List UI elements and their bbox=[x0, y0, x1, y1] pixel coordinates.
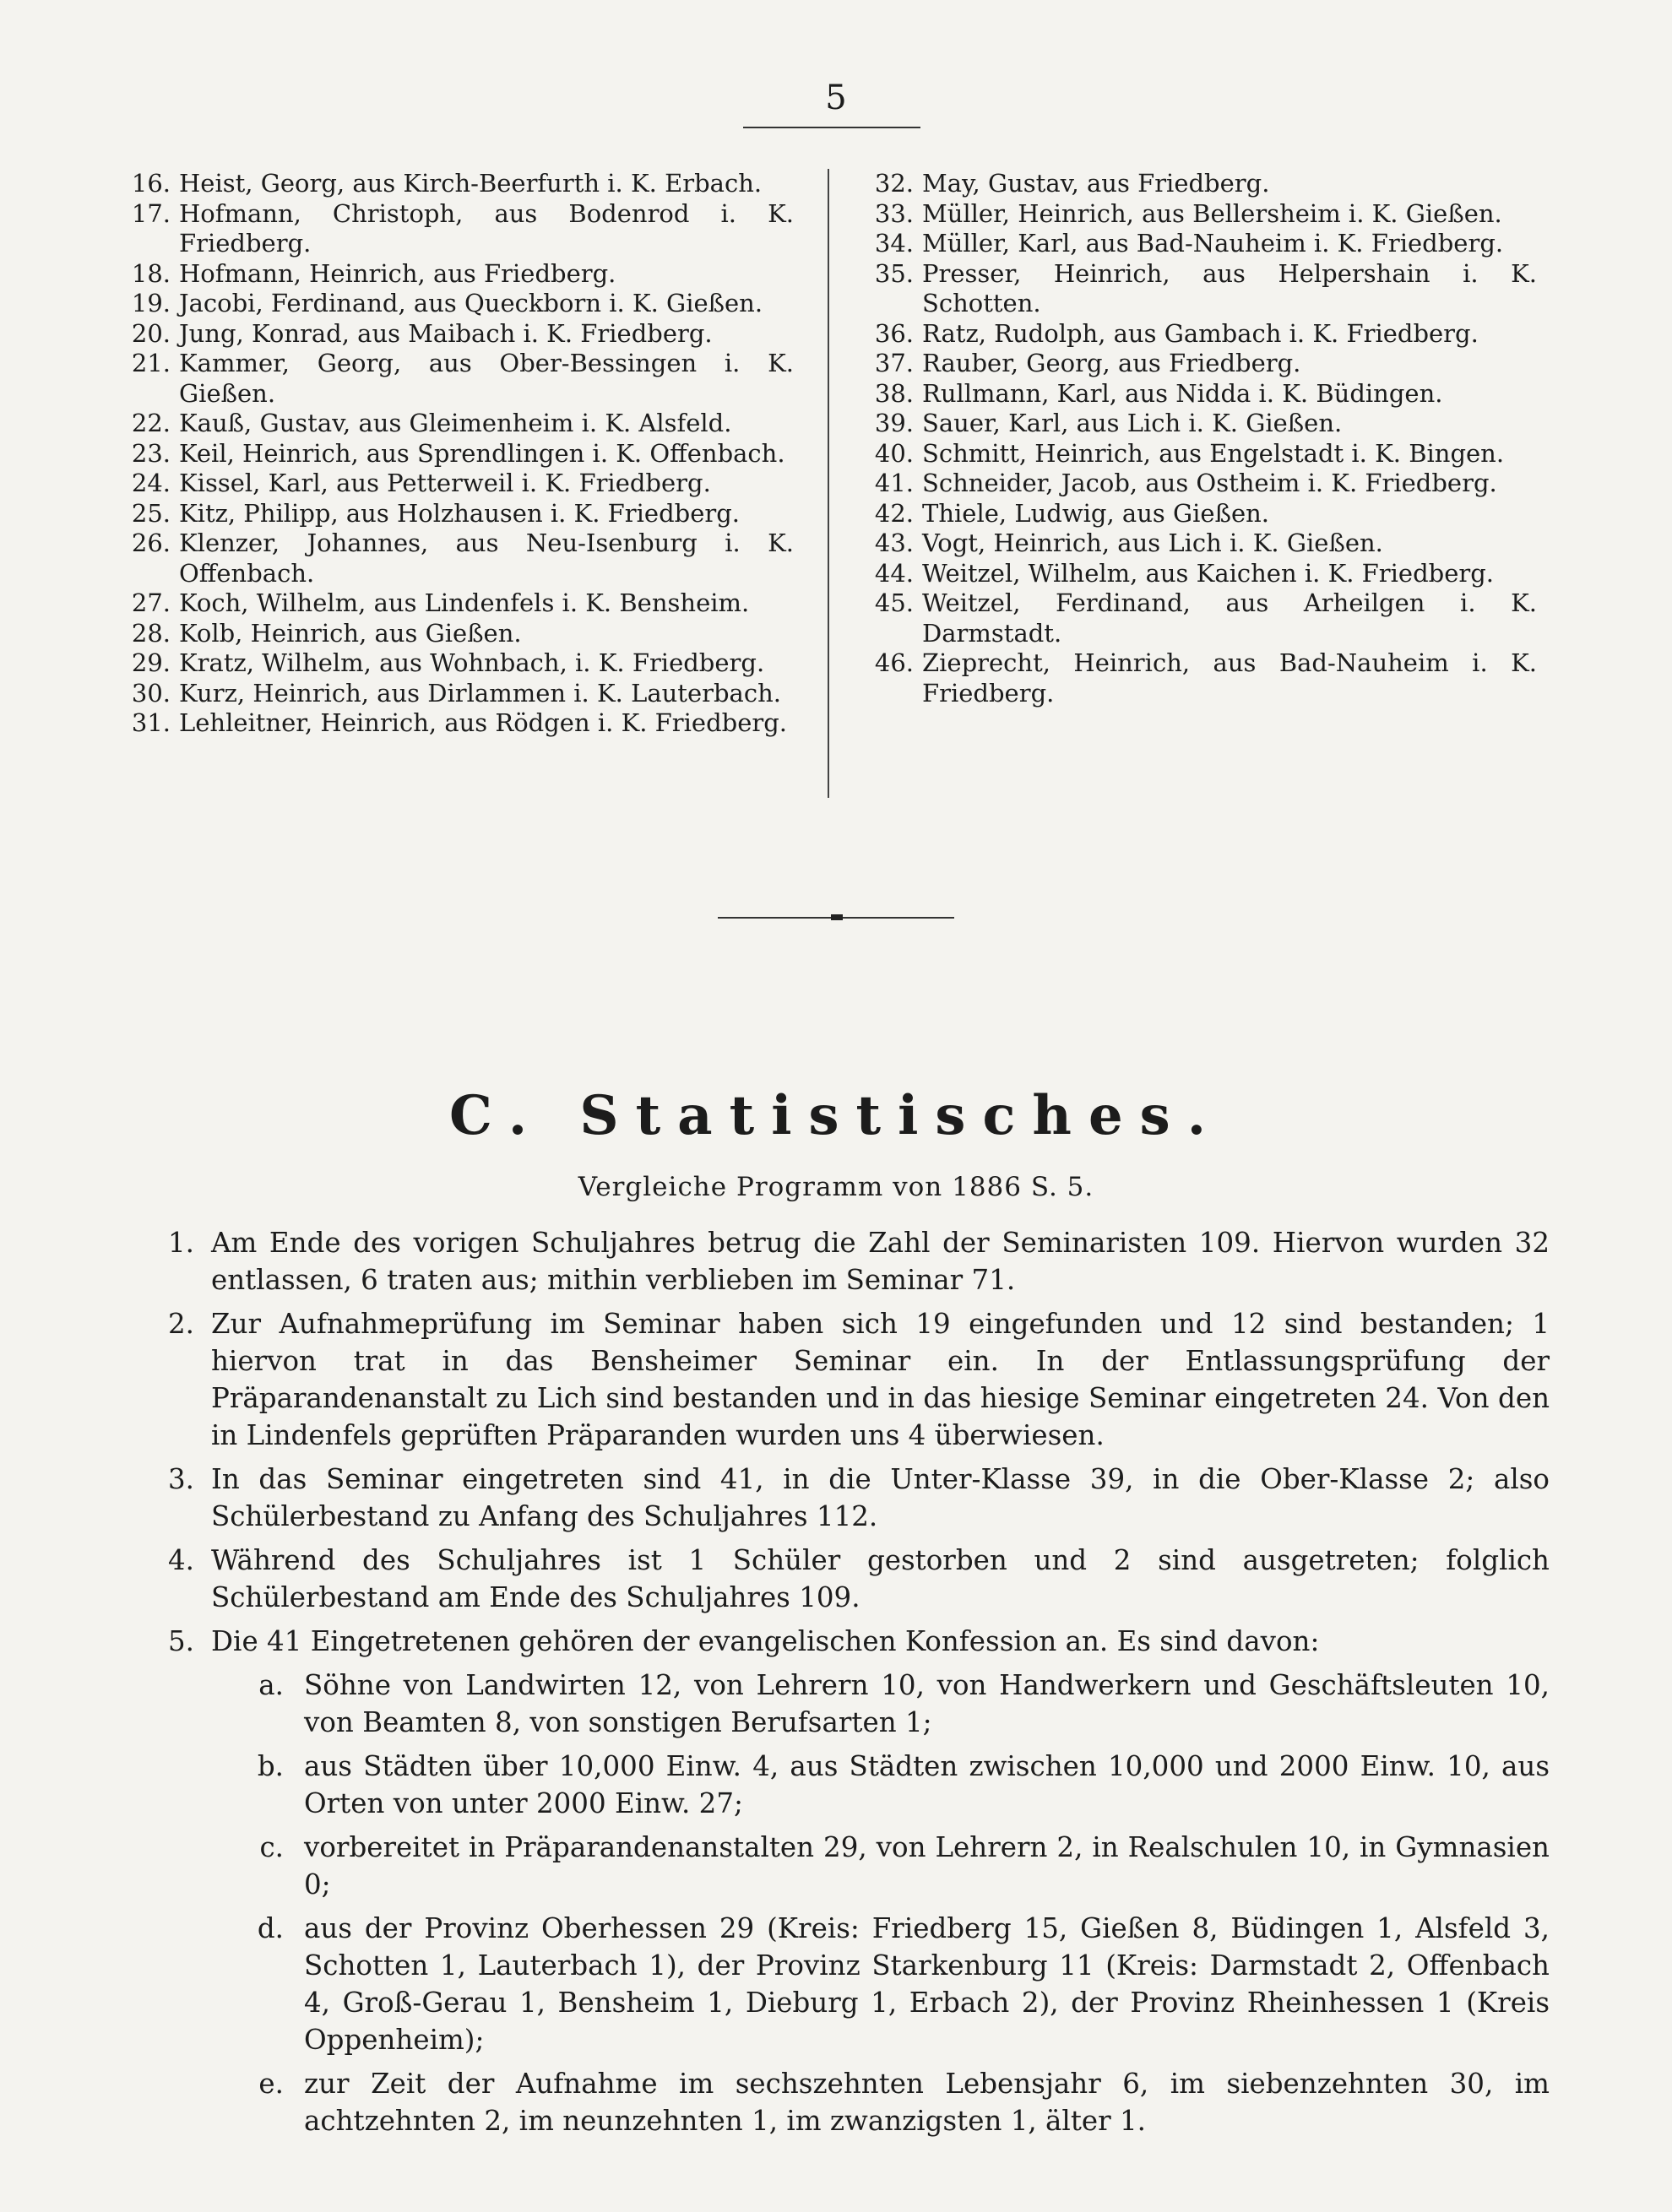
item-text: Klenzer, Johannes, aus Neu-Isenburg i. K. Offenbach. bbox=[179, 529, 794, 588]
item-number: 17. bbox=[131, 198, 171, 228]
item-number: 38. bbox=[874, 378, 914, 408]
item-text: Kammer, Georg, aus Ober-Bessingen i. K. Gießen. bbox=[179, 349, 794, 408]
student-list-left-column bbox=[118, 169, 794, 739]
list-item bbox=[861, 559, 1537, 589]
section-divider-mark bbox=[831, 914, 843, 920]
item-text: Hofmann, Heinrich, aus Friedberg. bbox=[179, 258, 616, 288]
list-item bbox=[118, 319, 794, 350]
item-text: Kratz, Wilhelm, aus Wohnbach, i. K. Friedberg. bbox=[179, 648, 765, 677]
item-text: In das Seminar eingetreten sind 41, in die Unter-Klasse 39, in die Ober-Klasse 2; also Schülerbestand zu Anfang des Schuljahres 112. bbox=[211, 1463, 1550, 1532]
list-item bbox=[118, 349, 794, 409]
item-text: Weitzel, Ferdinand, aus Arheilgen i. K. Darmstadt. bbox=[922, 588, 1537, 648]
list-item bbox=[861, 529, 1537, 559]
item-number: 46. bbox=[874, 648, 914, 677]
list-item bbox=[861, 588, 1537, 648]
item-number: 24. bbox=[131, 469, 171, 497]
item-number: 25. bbox=[131, 498, 171, 528]
list-item bbox=[861, 499, 1537, 529]
list-item bbox=[118, 259, 794, 290]
sublist-item bbox=[245, 1829, 1550, 1903]
list-item bbox=[152, 1461, 1550, 1535]
item-number: 26. bbox=[131, 529, 171, 557]
list-item bbox=[118, 439, 794, 469]
item-number: 2. bbox=[167, 1308, 194, 1340]
list-item bbox=[861, 199, 1537, 230]
subitem-text: vorbereitet in Präparandenanstalten 29, von Lehrern 2, in Realschulen 10, in Gymnasien 0; bbox=[304, 1831, 1550, 1900]
subitem-text: aus der Provinz Oberhessen 29 (Kreis: Friedberg 15, Gießen 8, Büdingen 1, Alsfeld 3, Schotten 1, Lauterbach 1), der Provinz Starkenburg 11 (Kreis: Darmstadt 2, Offenbach 4, Groß-Gerau 1, Bensheim 1, Dieburg 1, Erbach 2), der Provinz Rheinhessen 1 (Kreis Oppenheim); bbox=[304, 1912, 1550, 2056]
sublist-item bbox=[245, 1910, 1550, 2058]
item-text: May, Gustav, aus Friedberg. bbox=[922, 169, 1270, 198]
item-text: Hofmann, Christoph, aus Bodenrod i. K. Friedberg. bbox=[179, 198, 794, 258]
item-text: Jacobi, Ferdinand, aus Queckborn i. K. Gießen. bbox=[179, 289, 763, 317]
item-text: Kauß, Gustav, aus Gleimenheim i. K. Alsfeld. bbox=[179, 409, 732, 437]
item-text: Kurz, Heinrich, aus Dirlammen i. K. Lauterbach. bbox=[179, 678, 781, 708]
item-text: Kitz, Philipp, aus Holzhausen i. K. Friedberg. bbox=[179, 498, 741, 528]
item-number: 29. bbox=[131, 648, 171, 677]
item-number: 1. bbox=[167, 1227, 194, 1259]
list-item bbox=[152, 1623, 1550, 1660]
item-text: Koch, Wilhelm, aus Lindenfels i. K. Bensheim. bbox=[179, 588, 750, 617]
item-text: Schmitt, Heinrich, aus Engelstadt i. K. Bingen. bbox=[922, 438, 1505, 468]
list-item bbox=[118, 588, 794, 619]
item-number: 43. bbox=[874, 529, 914, 557]
list-item bbox=[118, 499, 794, 529]
item-text: Heist, Georg, aus Kirch-Beerfurth i. K. Erbach. bbox=[179, 169, 763, 198]
list-item bbox=[118, 289, 794, 319]
sublist-item bbox=[245, 1748, 1550, 1822]
section-subheading: Vergleiche Programm von 1886 S. 5. bbox=[578, 1172, 1094, 1202]
item-number: 21. bbox=[131, 349, 171, 377]
subitem-text: zur Zeit der Aufnahme im sechszehnten Lebensjahr 6, im siebenzehnten 30, im achtzehnten 2, im neunzehnten 1, im zwanzigsten 1, älter 1. bbox=[304, 2068, 1550, 2137]
page-number: 5 bbox=[825, 79, 847, 117]
item-text: Schneider, Jacob, aus Ostheim i. K. Friedberg. bbox=[922, 469, 1497, 497]
statistics-list bbox=[152, 1224, 1550, 2146]
item-number: 40. bbox=[874, 438, 914, 468]
item-number: 20. bbox=[131, 318, 171, 348]
item-number: 41. bbox=[874, 469, 914, 497]
item-number: 44. bbox=[874, 558, 914, 588]
item-number: 23. bbox=[131, 438, 171, 468]
top-rule bbox=[743, 127, 920, 128]
list-item bbox=[118, 529, 794, 588]
subitem-letter: a. bbox=[258, 1669, 284, 1701]
list-item bbox=[861, 169, 1537, 199]
item-number: 18. bbox=[131, 258, 171, 288]
column-divider bbox=[828, 169, 829, 798]
item-text: Müller, Karl, aus Bad-Nauheim i. K. Friedberg. bbox=[922, 229, 1504, 258]
item-text: Ratz, Rudolph, aus Gambach i. K. Friedberg. bbox=[922, 318, 1479, 348]
item-number: 19. bbox=[131, 289, 171, 317]
item-text: Vogt, Heinrich, aus Lich i. K. Gießen. bbox=[922, 529, 1383, 557]
item-number: 42. bbox=[874, 498, 914, 528]
item-text: Rauber, Georg, aus Friedberg. bbox=[922, 349, 1301, 377]
list-item bbox=[118, 679, 794, 709]
item-number: 36. bbox=[874, 318, 914, 348]
item-text: Thiele, Ludwig, aus Gießen. bbox=[922, 498, 1270, 528]
item-number: 30. bbox=[131, 678, 171, 708]
list-item bbox=[152, 1224, 1550, 1298]
item-number: 31. bbox=[131, 708, 171, 737]
item-number: 33. bbox=[874, 198, 914, 228]
subitem-letter: b. bbox=[257, 1750, 284, 1782]
list-item bbox=[861, 439, 1537, 469]
list-item bbox=[152, 1542, 1550, 1616]
list-item bbox=[152, 1305, 1550, 1454]
subitem-letter: d. bbox=[257, 1912, 284, 1944]
item-text: Die 41 Eingetretenen gehören der evangelischen Konfession an. Es sind davon: bbox=[211, 1625, 1320, 1657]
item-number: 45. bbox=[874, 588, 914, 617]
list-item bbox=[118, 469, 794, 499]
sublist-item bbox=[245, 1667, 1550, 1741]
list-item bbox=[861, 229, 1537, 259]
item-number: 39. bbox=[874, 409, 914, 437]
item-text: Zieprecht, Heinrich, aus Bad-Nauheim i. K. Friedberg. bbox=[922, 648, 1537, 708]
item-number: 5. bbox=[167, 1625, 194, 1657]
list-item bbox=[861, 409, 1537, 439]
list-item bbox=[861, 319, 1537, 350]
item-number: 37. bbox=[874, 349, 914, 377]
section-heading: C. Statistisches. bbox=[449, 1084, 1223, 1147]
student-list bbox=[118, 169, 1554, 802]
item-number: 3. bbox=[167, 1463, 194, 1495]
item-text: Kolb, Heinrich, aus Gießen. bbox=[179, 618, 522, 648]
list-item bbox=[861, 469, 1537, 499]
list-item bbox=[118, 619, 794, 649]
list-item bbox=[118, 708, 794, 739]
subitem-text: aus Städten über 10,000 Einw. 4, aus Städten zwischen 10,000 und 2000 Einw. 10, aus Orten von unter 2000 Einw. 27; bbox=[304, 1750, 1550, 1819]
item-text: Keil, Heinrich, aus Sprendlingen i. K. Offenbach. bbox=[179, 438, 785, 468]
list-item bbox=[118, 169, 794, 199]
item-text: Jung, Konrad, aus Maibach i. K. Friedberg. bbox=[179, 318, 713, 348]
item-text: Lehleitner, Heinrich, aus Rödgen i. K. Friedberg. bbox=[179, 708, 788, 737]
student-list-right-column bbox=[861, 169, 1537, 708]
item-number: 35. bbox=[874, 258, 914, 288]
item-number: 32. bbox=[874, 169, 914, 198]
item-text: Presser, Heinrich, aus Helpershain i. K. Schotten. bbox=[922, 258, 1537, 317]
sublist-item bbox=[245, 2065, 1550, 2139]
statistics-sublist bbox=[245, 1667, 1550, 2139]
item-text: Kissel, Karl, aus Petterweil i. K. Friedberg. bbox=[179, 469, 711, 497]
item-text: Rullmann, Karl, aus Nidda i. K. Büdingen. bbox=[922, 378, 1443, 408]
subitem-text: Söhne von Landwirten 12, von Lehrern 10, von Handwerkern und Geschäftsleuten 10, von Beamten 8, von sonstigen Berufsarten 1; bbox=[304, 1669, 1550, 1738]
list-item bbox=[118, 199, 794, 259]
list-item bbox=[861, 379, 1537, 409]
list-item bbox=[118, 409, 794, 439]
list-item bbox=[861, 259, 1537, 319]
item-number: 28. bbox=[131, 618, 171, 648]
item-text: Während des Schuljahres ist 1 Schüler gestorben und 2 sind ausgetreten; folglich Schülerbestand am Ende des Schuljahres 109. bbox=[211, 1544, 1550, 1613]
item-number: 22. bbox=[131, 409, 171, 437]
item-text: Weitzel, Wilhelm, aus Kaichen i. K. Friedberg. bbox=[922, 558, 1495, 588]
item-text: Müller, Heinrich, aus Bellersheim i. K. Gießen. bbox=[922, 198, 1502, 228]
item-number: 4. bbox=[167, 1544, 194, 1576]
item-number: 27. bbox=[131, 588, 171, 617]
item-text: Sauer, Karl, aus Lich i. K. Gießen. bbox=[922, 409, 1343, 437]
list-item bbox=[118, 648, 794, 679]
list-item bbox=[861, 349, 1537, 379]
subitem-letter: c. bbox=[259, 1831, 284, 1863]
item-number: 34. bbox=[874, 229, 914, 258]
item-text: Am Ende des vorigen Schuljahres betrug die Zahl der Seminaristen 109. Hiervon wurden 32 entlassen, 6 traten aus; mithin verblieben im Seminar 71. bbox=[211, 1227, 1550, 1296]
item-text: Zur Aufnahmeprüfung im Seminar haben sich 19 eingefunden und 12 sind bestanden; 1 hiervon trat in das Bensheimer Seminar ein. In der Entlassungsprüfung der Präparandenanstalt zu Lich sind bestanden und in das hiesige Seminar eingetreten 24. Von den in Lindenfels geprüften Präparanden wurden uns 4 überwiesen. bbox=[211, 1308, 1550, 1451]
subitem-letter: e. bbox=[258, 2068, 284, 2100]
list-item bbox=[861, 648, 1537, 708]
item-number: 16. bbox=[131, 169, 171, 198]
